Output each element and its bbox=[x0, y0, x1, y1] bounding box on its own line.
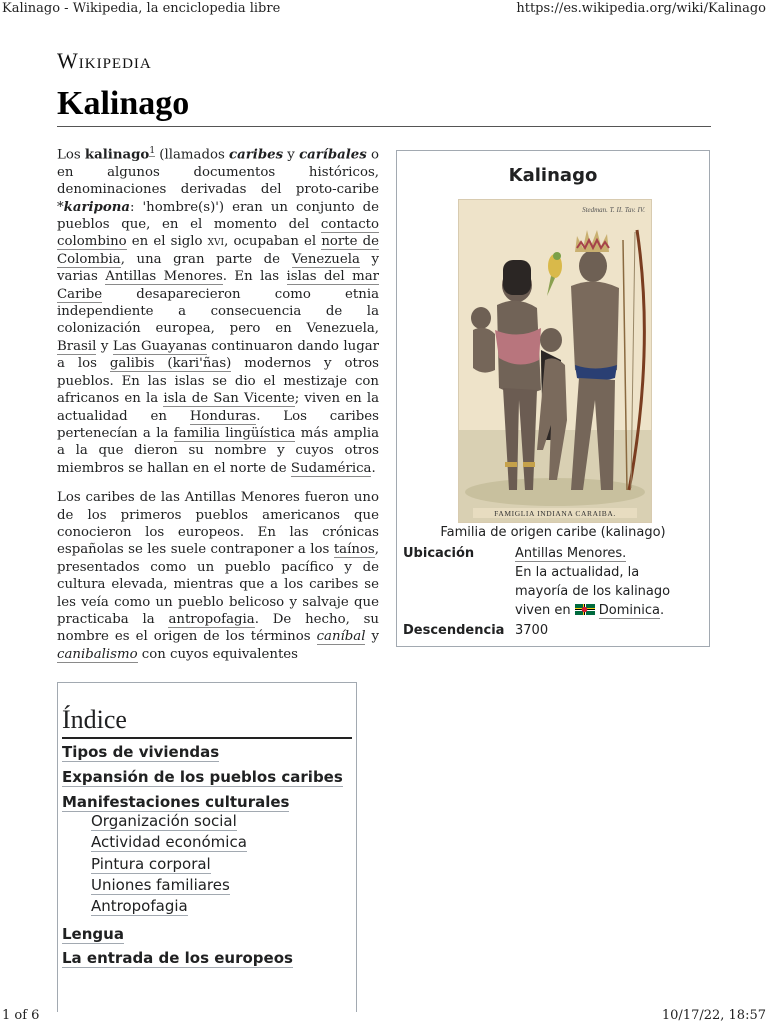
text-run: Los caribes de las Antillas Menores fueron uno de los primeros pueblos americanos que conocieron los europeos. En las crónicas españolas se les suele contraponer a los bbox=[57, 490, 379, 558]
link-honduras[interactable]: Honduras bbox=[189, 408, 257, 424]
print-url[interactable]: https://es.wikipedia.org/wiki/Kalinago bbox=[516, 1, 766, 16]
infobox-text-line: En la actualidad, la bbox=[515, 565, 640, 580]
toc-item-expansion[interactable]: Expansión de los pueblos caribes bbox=[62, 768, 343, 786]
table-of-contents bbox=[57, 682, 357, 1012]
infobox bbox=[396, 150, 710, 647]
print-page-counter: 1 of 6 bbox=[2, 1008, 40, 1023]
link-contacto-colombino[interactable]: contacto colombino bbox=[57, 217, 379, 250]
text-run: con cuyos equivalentes bbox=[137, 646, 298, 662]
toc-item-organizacion-social[interactable]: Organización social bbox=[91, 812, 237, 830]
engraving-illustration bbox=[459, 200, 651, 522]
term-caribales: caríbales bbox=[299, 147, 367, 163]
text-run: en el siglo bbox=[126, 234, 208, 250]
text-run: . bbox=[371, 460, 376, 476]
link-canibalismo[interactable] bbox=[57, 647, 138, 663]
link-isla-san-vicente[interactable]: isla de San Vicente bbox=[163, 391, 295, 407]
link-galibis[interactable]: galibis (kari'ñas) bbox=[109, 356, 232, 372]
article-body bbox=[57, 143, 379, 675]
infobox-label-ubicacion: Ubicación bbox=[403, 546, 475, 561]
infobox-image-caption: Familia de origen caribe (kalinago) bbox=[440, 525, 666, 540]
text-run: y bbox=[283, 147, 300, 163]
term-caribes: caribes bbox=[229, 147, 284, 163]
term-canibalismo: canibalismo bbox=[57, 646, 138, 662]
infobox-row-ubicacion bbox=[403, 544, 703, 624]
infobox-value-descendencia: 3700 bbox=[515, 623, 549, 638]
term-canibal: caníbal bbox=[316, 629, 366, 645]
text-run: (llamados bbox=[155, 147, 230, 163]
text-run: . De hecho, su nombre es el origen de los términos bbox=[57, 611, 379, 645]
link-antropofagia[interactable]: antropofagia bbox=[168, 611, 255, 627]
dominica-flag-icon bbox=[575, 602, 595, 613]
toc-item-actividad-economica[interactable]: Actividad económica bbox=[91, 833, 247, 851]
toc-item-antropofagia[interactable]: Antropofagia bbox=[91, 897, 188, 915]
link-dominica[interactable]: Dominica bbox=[598, 603, 660, 618]
text-run: , una gran parte de bbox=[120, 251, 292, 267]
text-run: continuaron dando lugar a los bbox=[57, 338, 379, 372]
infobox-text-line: mayoría de los kalinago bbox=[515, 584, 671, 599]
infobox-title: Kalinago bbox=[508, 165, 598, 186]
text-run: . Los caribes pertenecían a la bbox=[57, 408, 379, 441]
engraving-plate-label: Stedman. T. II. Tav. IV. bbox=[582, 206, 645, 214]
link-islas-mar-caribe[interactable]: islas del mar Caribe bbox=[57, 269, 379, 302]
text-run: Los bbox=[57, 147, 85, 163]
infobox-value-ubicacion bbox=[515, 544, 705, 620]
infobox-label-descendencia: Descendencia bbox=[403, 623, 505, 638]
text-run: y bbox=[365, 629, 379, 645]
text-run: modernos y otros pueblos. En las islas se dio el mestizaje con africanos en la bbox=[57, 356, 380, 407]
text-run: , ocupaban el bbox=[224, 234, 322, 250]
toc-item-tipos-de-viviendas[interactable]: Tipos de viviendas bbox=[62, 743, 220, 761]
text-run: . bbox=[659, 603, 665, 618]
toc-item-manifestaciones[interactable]: Manifestaciones culturales bbox=[62, 793, 290, 811]
text-run: . En las bbox=[222, 269, 287, 285]
link-norte-de-colombia[interactable]: norte de Colombia bbox=[57, 234, 379, 267]
engraving-caption-label: FAMIGLIA INDIANA CARAIBA. bbox=[494, 509, 616, 518]
print-header bbox=[0, 0, 768, 18]
text-run: o en algunos documentos históricos, denominaciones derivadas del proto-caribe * bbox=[57, 147, 380, 215]
link-antillas-menores-infobox[interactable]: Antillas Menores. bbox=[515, 546, 627, 561]
toc-item-pintura-corporal[interactable]: Pintura corporal bbox=[91, 855, 211, 873]
toc-item-uniones-familiares[interactable]: Uniones familiares bbox=[91, 876, 230, 894]
link-las-guayanas[interactable]: Las Guayanas bbox=[112, 338, 207, 354]
text-run: : 'hombre(s)') eran un conjunto de pueblos que, en el momento del bbox=[57, 199, 379, 233]
link-canibal[interactable] bbox=[317, 629, 366, 645]
century-numeral: xvi bbox=[207, 234, 225, 250]
print-datetime: 10/17/22, 18:57 bbox=[661, 1008, 766, 1023]
infobox-engraving-image[interactable] bbox=[458, 199, 652, 523]
link-tainos[interactable]: taínos bbox=[333, 542, 375, 558]
page-title: Kalinago bbox=[57, 84, 711, 127]
term-kalinago: kalinago bbox=[84, 147, 150, 163]
toc-title: Índice bbox=[62, 705, 352, 739]
toc-item-entrada-europeos[interactable]: La entrada de los europeos bbox=[62, 949, 293, 967]
text-run: y varias bbox=[57, 251, 379, 285]
text-run: ; viven en la actualidad en bbox=[57, 391, 379, 424]
infobox-row-descendencia bbox=[403, 621, 703, 641]
link-sudamerica[interactable]: Sudamérica bbox=[290, 460, 372, 476]
wikipedia-wordmark[interactable]: Wikipedia bbox=[57, 48, 152, 73]
text-run: más amplia a la que dieron su nombre y cuyos otros miembros se hallan en el norte de bbox=[57, 425, 380, 476]
toc-item-lengua[interactable]: Lengua bbox=[62, 925, 124, 943]
print-footer bbox=[0, 1007, 768, 1025]
text-run: y bbox=[96, 338, 113, 354]
link-antillas-menores[interactable]: Antillas Menores bbox=[105, 269, 223, 285]
link-brasil[interactable]: Brasil bbox=[57, 338, 97, 354]
text-run: , presentados como un pueblo pacífico y de cultura elevada, mientras que a los caribes se les veía como un pueblo belicoso y salvaje que practicaba la bbox=[57, 542, 379, 627]
print-page-title: Kalinago - Wikipedia, la enciclopedia libre bbox=[2, 1, 281, 16]
link-venezuela[interactable]: Venezuela bbox=[291, 251, 360, 267]
paragraph-1 bbox=[57, 143, 379, 477]
text-run: desaparecieron como etnia independiente a consecuencia de la colonización europea, pero en Venezuela, bbox=[57, 286, 379, 337]
link-familia-linguistica[interactable]: familia lingüística bbox=[173, 425, 296, 441]
reference-link[interactable]: 1 bbox=[149, 146, 156, 156]
infobox-text-line: viven en bbox=[515, 603, 575, 618]
term-karipona: karipona bbox=[63, 199, 130, 215]
paragraph-2 bbox=[57, 489, 379, 663]
